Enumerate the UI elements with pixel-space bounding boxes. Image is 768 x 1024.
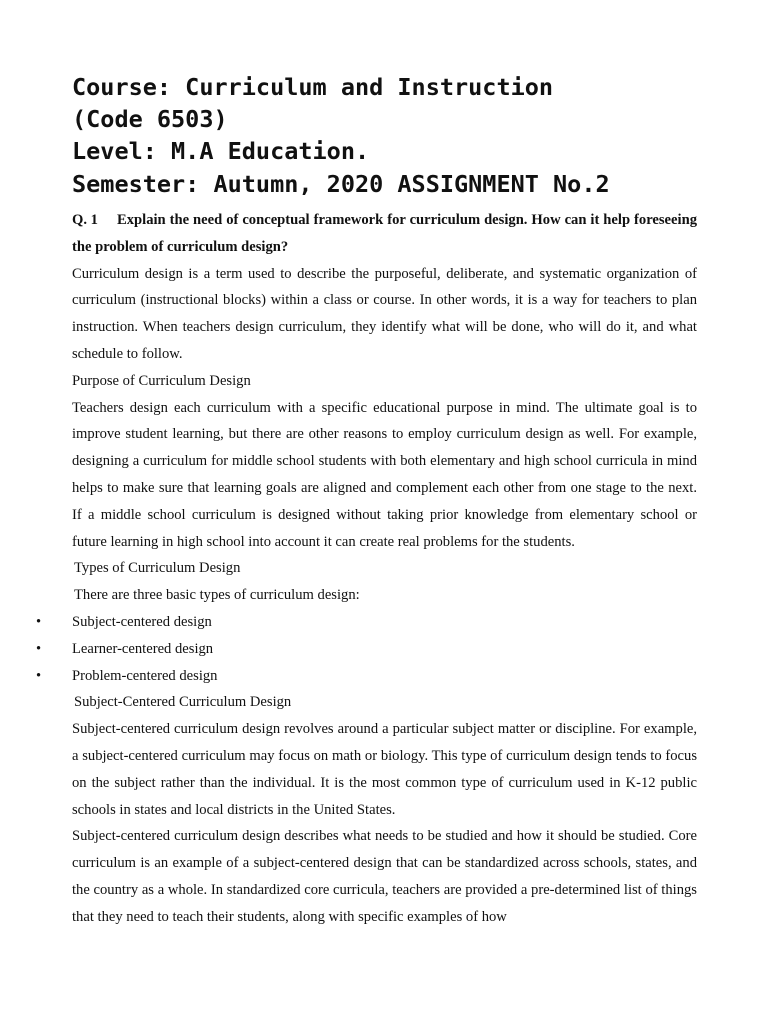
bullet-icon: • (36, 613, 42, 630)
purpose-heading: Purpose of Curriculum Design (72, 372, 251, 389)
intro-paragraph: Curriculum design is a term used to describe the purposeful, deliberate, and systematic organization of curriculum (instructional blocks) within a class or course. In other words, it is a way for teachers to plan instruction. When teachers design curriculum, they identify what will be done, who will do it, and what schedule to follow. (72, 265, 697, 362)
bullet-icon: • (36, 640, 42, 657)
list-item-text: Problem-centered design (72, 667, 218, 684)
types-list (36, 609, 697, 689)
types-intro: There are three basic types of curriculum design: (74, 587, 360, 604)
purpose-paragraph: Teachers design each curriculum with a specific educational purpose in mind. The ultimate goal is to improve student learning, but there are other reasons to employ curriculum design as well. For example, designing a curriculum for middle school students with both elementary and high school curricula in mind helps to make sure that learning goals are aligned and complement each other from one stage to the next. If a middle school curriculum is designed without taking prior knowledge from elementary school or future learning in high school into account it can create real problems for the students. (72, 399, 697, 550)
question-1 (72, 207, 697, 261)
list-item-text: Learner-centered design (72, 640, 214, 657)
semester-assignment: Semester: Autumn, 2020 ASSIGNMENT No.2 (72, 170, 610, 198)
list-item-text: Subject-centered design (72, 613, 212, 630)
question-number: Q. 1 (72, 212, 98, 228)
question-text: Explain the need of conceptual framework for curriculum design. How can it help foreseeing the problem of curriculum design? (72, 212, 697, 255)
course-code: (Code 6503) (72, 105, 228, 133)
bullet-icon: • (36, 667, 42, 684)
list-item (36, 609, 697, 636)
subject-centered-heading: Subject-Centered Curriculum Design (74, 694, 292, 711)
core-curriculum-paragraph: Subject-centered curriculum design describes what needs to be studied and how it should be studied. Core curriculum is an example of a subject-centered design that can be standardized across schools, states, and the country as a whole. In standardized core curricula, teachers are provided a pre-determined list of things that they need to teach their students, along with specific examples of how (72, 828, 697, 925)
document-body (36, 207, 697, 931)
course-level: Level: M.A Education. (72, 137, 370, 165)
list-item (36, 663, 697, 690)
subject-centered-paragraph: Subject-centered curriculum design revolves around a particular subject matter or discipline. For example, a subject-centered curriculum may focus on math or biology. This type of curriculum design tends to focus on the subject rather than the individual. It is the most common type of curriculum used in K-12 public schools in states and local districts in the United States. (72, 721, 697, 818)
types-heading: Types of Curriculum Design (74, 560, 241, 577)
course-title: Course: Curriculum and Instruction (72, 73, 554, 101)
list-item (36, 636, 697, 663)
